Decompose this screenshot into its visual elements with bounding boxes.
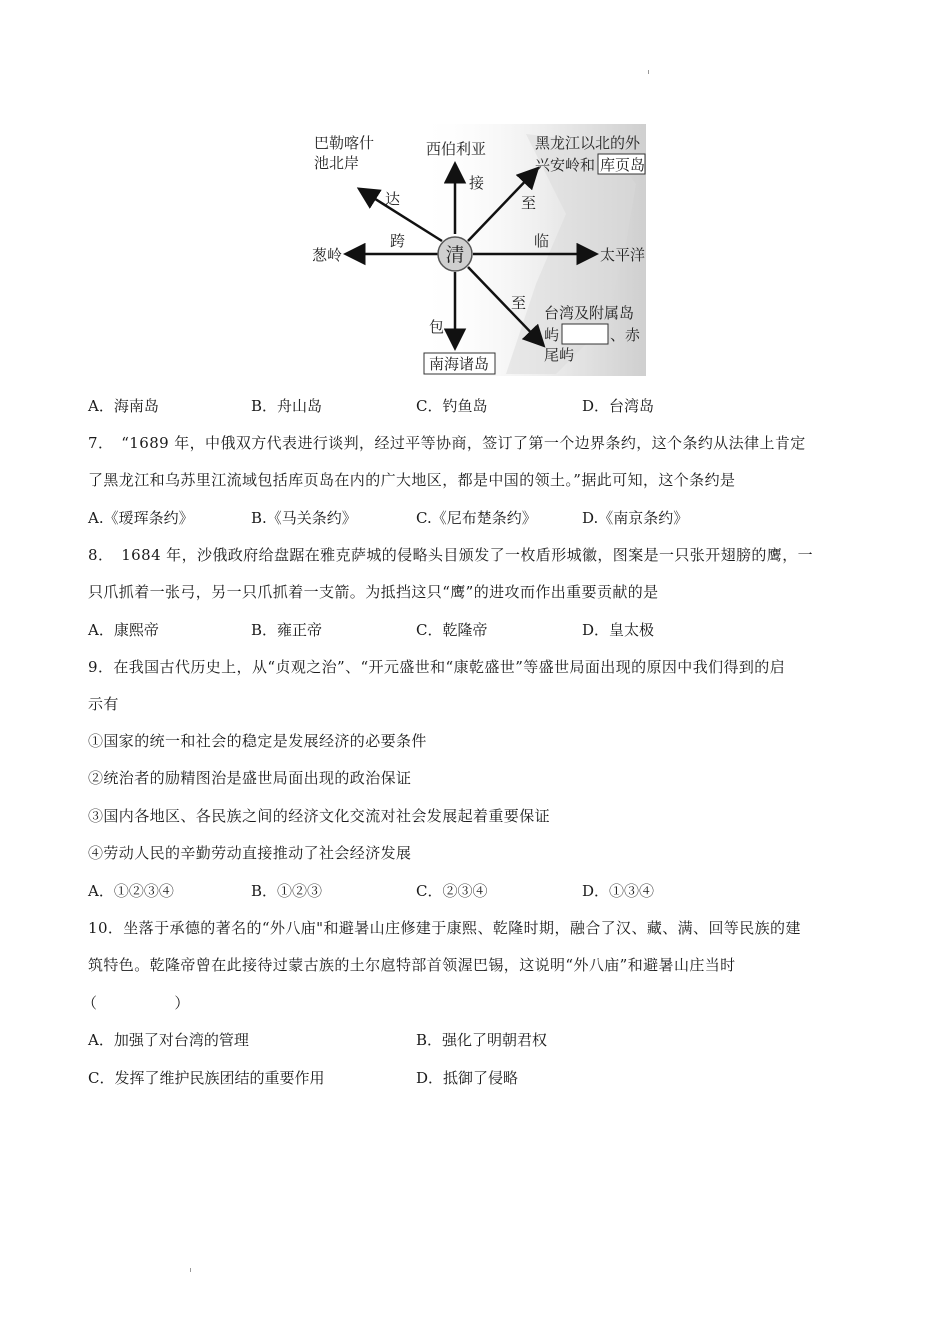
q9-item-4: ④劳动人民的辛勤劳动直接推动了社会经济发展: [88, 844, 412, 862]
q9-option-c: C．②③④: [416, 882, 488, 900]
q10-stem-line2: 筑特色。乾隆帝曾在此接待过蒙古族的土尔扈特部首领渥巴锡，这说明“外八庙”和避暑山庄当时: [88, 956, 736, 974]
q7-stem-line2: 了黑龙江和乌苏里江流域包括库页岛在内的广大地区，都是中国的领土。”据此可知，这个条约是: [88, 471, 736, 489]
q9-option-b: B．①②③: [251, 882, 323, 900]
q9-item-3: ③国内各地区、各民族之间的经济文化交流对社会发展起着重要保证: [88, 807, 551, 825]
label-e: 太平洋: [600, 246, 646, 264]
verb-se: 至: [511, 294, 527, 312]
q8-option-c: C．乾隆帝: [416, 621, 488, 639]
center-label: 清: [445, 244, 465, 266]
label-ne-1: 黑龙江以北的外: [535, 134, 641, 152]
q9-stem-line2: 示有: [88, 695, 119, 713]
q8-stem-line2: 只爪抓着一张弓，另一只爪抓着一支箭。为抵挡这只“鹰”的进攻而作出重要贡献的是: [88, 583, 659, 601]
q10-option-c: C．发挥了维护民族团结的重要作用: [88, 1069, 325, 1087]
q10-option-d: D．抵御了侵略: [416, 1069, 519, 1087]
q7-option-b: B.《马关条约》: [251, 509, 357, 527]
label-se-2a: 屿: [544, 326, 560, 344]
q9-item-2: ②统治者的励精图治是盛世局面出现的政治保证: [88, 769, 412, 787]
box-se-blank: [562, 324, 608, 344]
q7-option-c: C.《尼布楚条约》: [416, 509, 537, 527]
q9-option-d: D．①③④: [582, 882, 655, 900]
q6-option-a: A．海南岛: [88, 397, 159, 415]
q10-option-b: B．强化了明朝君权: [416, 1031, 548, 1049]
verb-s: 包: [429, 318, 445, 336]
q10-option-a: A．加强了对台湾的管理: [88, 1031, 249, 1049]
q8-option-b: B．雍正帝: [251, 621, 323, 639]
verb-nw: 达: [385, 190, 401, 208]
q7-option-a: A.《瑷珲条约》: [88, 509, 194, 527]
q9-item-1: ①国家的统一和社会的稳定是发展经济的必要条件: [88, 732, 427, 750]
q8-stem-line1: 8． 1684 年，沙俄政府给盘踞在雅克萨城的侵略头目颁发了一枚盾形城徽，图案是一只张开翅膀的鹰，一: [88, 546, 813, 564]
label-nw-2: 池北岸: [314, 154, 360, 172]
q6-option-b: B．舟山岛: [251, 397, 323, 415]
verb-n: 接: [469, 174, 485, 192]
label-nw-1: 巴勒喀什: [314, 134, 375, 152]
q6-option-c: C．钓鱼岛: [416, 397, 488, 415]
verb-ne: 至: [521, 194, 537, 212]
label-w: 葱岭: [312, 246, 343, 264]
q8-option-d: D．皇太极: [582, 621, 655, 639]
q9-option-a: A．①②③④: [88, 882, 174, 900]
q7-stem-line1: 7． “1689 年，中俄双方代表进行谈判，经过平等协商，签订了第一个边界条约，这个条约从法律上肯定: [88, 434, 806, 452]
scan-mark-bottom: [190, 1268, 191, 1272]
q10-answer-blank: （ ）: [82, 994, 190, 1012]
qing-territory-diagram: [306, 124, 646, 376]
q8-option-a: A．康熙帝: [88, 621, 159, 639]
label-n: 西伯利亚: [426, 140, 487, 158]
q9-stem-line1: 9．在我国古代历史上，从“贞观之治”、“开元盛世和“康乾盛世”等盛世局面出现的原因中我们得到的启: [88, 658, 786, 676]
label-ne-2: 兴安岭和: [535, 156, 596, 174]
label-se-1: 台湾及附属岛: [544, 304, 635, 322]
verb-e: 临: [534, 232, 550, 250]
q6-option-d: D．台湾岛: [582, 397, 655, 415]
label-se-3: 尾屿: [544, 346, 575, 364]
verb-w: 跨: [390, 232, 406, 250]
q10-stem-line1: 10．坐落于承德的著名的“外八庙"和避暑山庄修建于康熙、乾隆时期，融合了汉、藏、满、回等民族的建: [88, 919, 801, 937]
label-se-2b: 、赤: [610, 326, 641, 344]
label-s-boxed: 南海诸岛: [429, 355, 490, 373]
q7-option-d: D.《南京条约》: [582, 509, 689, 527]
label-ne-boxed: 库页岛: [600, 156, 646, 174]
scan-mark-top: [648, 70, 649, 74]
